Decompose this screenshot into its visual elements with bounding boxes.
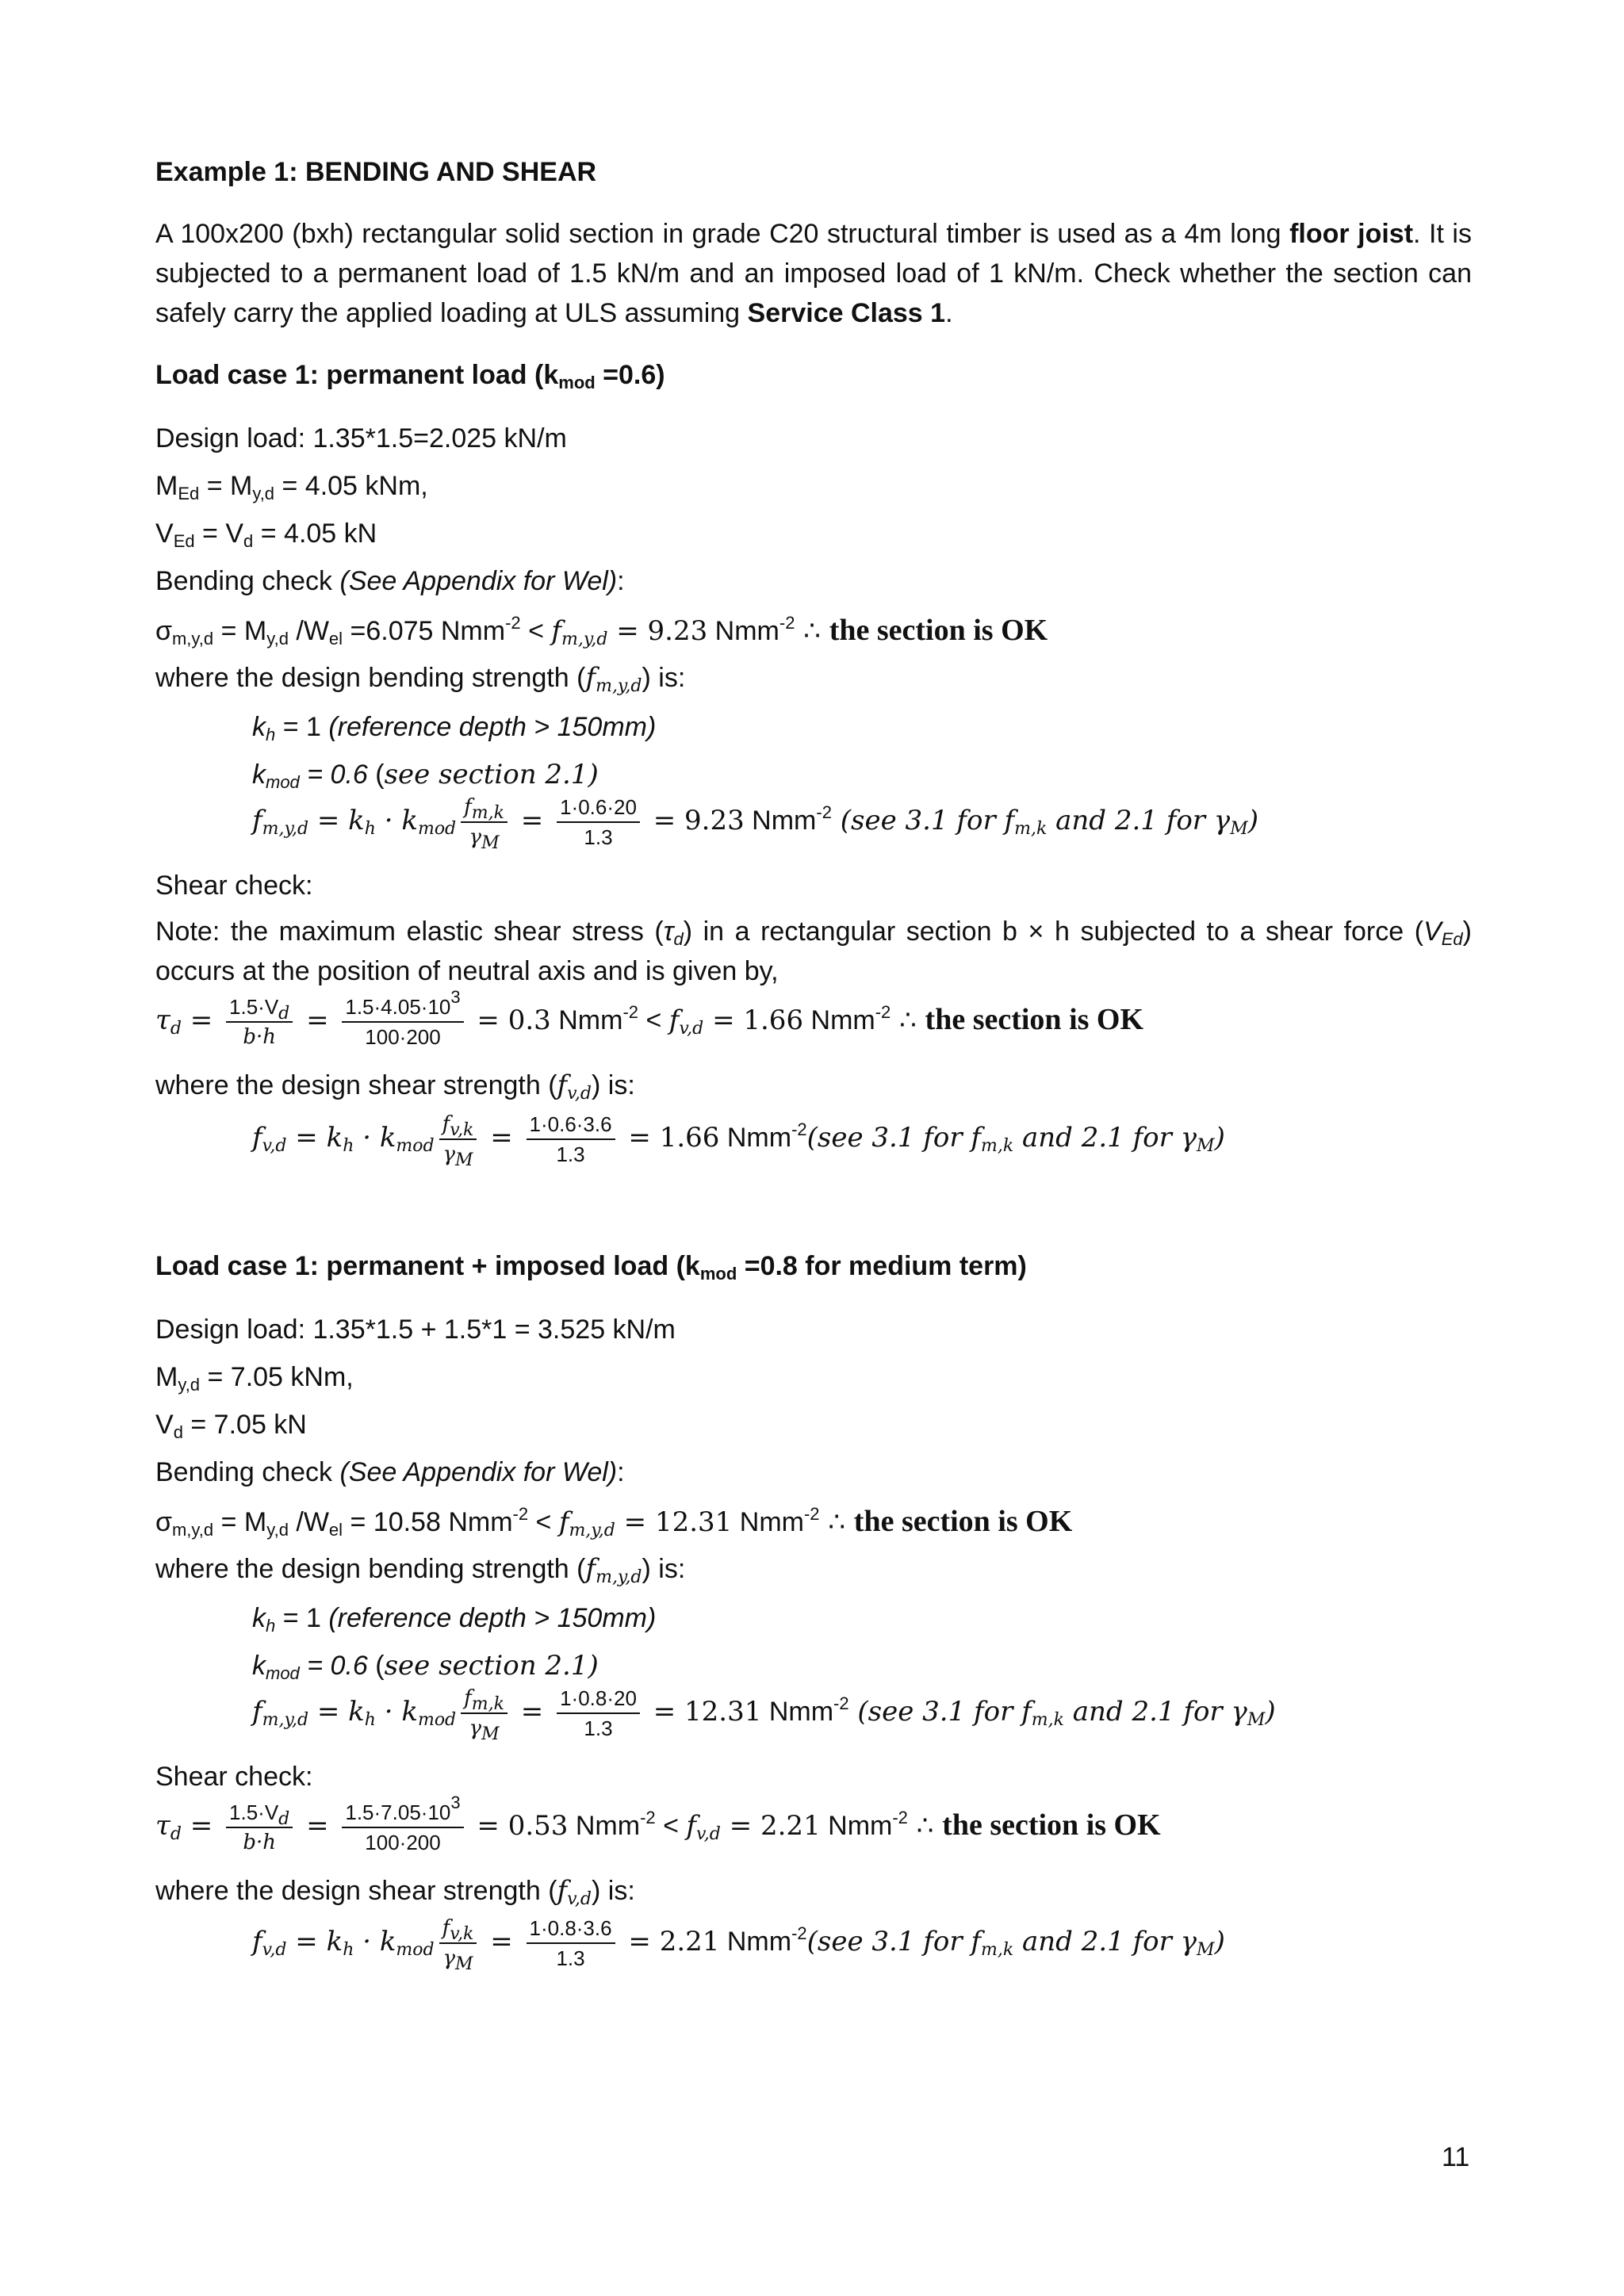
lc2-shear-ok: the section is OK	[942, 1808, 1161, 1842]
load-case-2-heading: Load case 1: permanent + imposed load ($k_{mod} =0.8$ for medium term)	[155, 1251, 1027, 1284]
lc1-kmod-line: $k_{mod} = 0.6$ (see section 2.1)	[252, 759, 599, 792]
fraction: $\frac{1.5\cdot 7.05\cdot 10^3}{100\cdot 200}$	[342, 1800, 463, 1855]
lc1-where-shear-strength: where the design shear strength $(f_{v,d})$ is:	[155, 1070, 635, 1104]
lc2-design-load: Design load: 1.35*1.5 + 1.5*1 = 3.525 kN/m	[155, 1314, 676, 1345]
lc1-bending-stress-equation: $\sigma_{m,y,d} = M_{y,d}$ $/W_{el} =6.075$ $Nmm^{-2} < f_{m,y,d} = 9.23$ Nmm$^{-2}$ ∴ the section is OK	[155, 613, 1048, 649]
lc2-fvd-equation: $f_{v,d} = k_h \cdot k_{mod}$ $\frac{f_{v,k}}{\gamma_M}$ = $\frac{1\cdot 0.8\cdot 3.6}{1.3}$ = 2.21 Nmm$^{-2}$(see 3.1 for $f_{m,k}$ and 2.1 for $\gamma_M$)	[252, 1916, 1225, 1974]
service-class-emphasis: Service Class 1	[747, 298, 946, 328]
intro-paragraph: A 100x200 (bxh) rectangular solid section in grade C20 structural timber is used as a 4m long floor joist. It is subjected to a permanent load of 1.5 kN/m and an imposed load of 1 kN/m. Check whether the section can safely carry the applied loading at ULS assuming Service Class 1.	[155, 219, 1472, 328]
fraction: $\frac{1.5\cdot V_d}{b\cdot h}$	[226, 1800, 293, 1855]
fraction: $\frac{f_{m,k}}{\gamma_M}$	[461, 794, 508, 850]
lc1-shear-note: Note: the maximum elastic shear stress $(\tau_d)$ in a rectangular section b × h subjected to a shear force $(V_{Ed})$ occurs at the position of neutral axis and is given by,	[155, 916, 1472, 986]
fraction: $\frac{1.5\cdot V_d}{b\cdot h}$	[226, 994, 293, 1050]
lc2-moment: $M_{y,d} = 7.05$ kNm,	[155, 1362, 354, 1395]
lc2-bending-stress-equation: $\sigma_{m,y,d} = M_{y,d}$ $/W_{el} = 10.58$ $Nmm^{-2} < f_{m,y,d} = 12.31$ Nmm$^{-2}$ ∴ the section is OK	[155, 1504, 1073, 1540]
lc1-bending-check-label: Bending check (See Appendix for Wel):	[155, 566, 625, 596]
page-number: 11	[1442, 2142, 1470, 2172]
lc1-design-load: Design load: 1.35*1.5=2.025 kN/m	[155, 423, 567, 453]
fraction: $\frac{f_{v,k}}{\gamma_M}$	[439, 1915, 477, 1971]
fraction: $\frac{1\cdot 0.8\cdot 20}{1.3}$	[557, 1686, 640, 1741]
floor-joist-emphasis: floor joist	[1289, 219, 1414, 249]
fraction: $\frac{f_{v,k}}{\gamma_M}$	[439, 1112, 477, 1167]
lc2-bending-check-label: Bending check (See Appendix for Wel):	[155, 1457, 625, 1487]
fraction: $\frac{1\cdot 0.8\cdot 3.6}{1.3}$	[527, 1915, 615, 1971]
lc2-shear-stress-equation: $\tau_d$ = $\frac{1.5\cdot V_d}{b\cdot h}$ = $\frac{1.5\cdot 7.05\cdot 10^3}{100\cdot 200}$ = 0.53 $Nmm^{-2} < f_{v,d} = 2.21$ Nmm$^{-2}$ ∴ the section is OK	[155, 1793, 1161, 1854]
lc1-bending-ok: the section is OK	[829, 614, 1048, 647]
lc1-fmyd-equation: $f_{m,y,d} = k_h \cdot k_{mod}$ $\frac{f_{m,k}}{\gamma_M}$ = $\frac{1\cdot 0.6\cdot 20}{1.3}$ = 9.23 Nmm$^{-2}$ (see 3.1 for $f_{m,k}$ and 2.1 for $\gamma_M$)	[252, 795, 1258, 853]
lc1-shear-check-label: Shear check:	[155, 871, 313, 901]
lc2-where-shear-strength: where the design shear strength $(f_{v,d})$ is:	[155, 1875, 635, 1909]
lc2-bending-ok: the section is OK	[853, 1505, 1073, 1538]
lc1-where-bending-strength: where the design bending strength $(f_{m,y,d})$ is:	[155, 662, 686, 696]
fraction: $\frac{1.5\cdot 4.05\cdot 10^3}{100\cdot 200}$	[342, 994, 463, 1050]
lc1-fvd-equation: $f_{v,d} = k_h \cdot k_{mod}$ $\frac{f_{v,k}}{\gamma_M}$ = $\frac{1\cdot 0.6\cdot 3.6}{1.3}$ = 1.66 Nmm$^{-2}$(see 3.1 for $f_{m,k}$ and 2.1 for $\gamma_M$)	[252, 1112, 1225, 1170]
lc1-shear-stress-equation: $\tau_d$ = $\frac{1.5\cdot V_d}{b\cdot h}$ = $\frac{1.5\cdot 4.05\cdot 10^3}{100\cdot 200}$ = 0.3 $Nmm^{-2} < f_{v,d} = 1.66$ Nmm$^{-2}$ ∴ the section is OK	[155, 987, 1144, 1049]
lc1-shear-force: $V_{Ed} = V_d = 4.05$ kN	[155, 519, 377, 551]
lc2-where-bending-strength: where the design bending strength $(f_{m,y,d})$ is:	[155, 1553, 686, 1587]
lc2-kh-line: $k_h = 1$ (reference depth > 150mm)	[252, 1603, 657, 1636]
lc1-moment: $M_{Ed} = M_{y,d} = 4.05$ kNm,	[155, 471, 428, 503]
lc2-shear-check-label: Shear check:	[155, 1762, 313, 1792]
fraction: $\frac{1\cdot 0.6\cdot 20}{1.3}$	[557, 794, 640, 850]
lc1-kh-line: $k_h = 1$ (reference depth > 150mm)	[252, 712, 657, 744]
load-case-1-heading: Load case 1: permanent load $(k_{mod} =0.6)$	[155, 360, 665, 392]
lc2-kmod-line: $k_{mod} = 0.6$ (see section 2.1)	[252, 1650, 599, 1683]
lc2-shear-force: $V_d = 7.05$ kN	[155, 1410, 307, 1442]
example-title: Example 1: BENDING AND SHEAR	[155, 157, 597, 187]
lc2-fmyd-equation: $f_{m,y,d} = k_h \cdot k_{mod}$ $\frac{f_{m,k}}{\gamma_M}$ = $\frac{1\cdot 0.8\cdot 20}{1.3}$ = 12.31 Nmm$^{-2}$ (see 3.1 for $f_{m,k}$ and 2.1 for $\gamma_M$)	[252, 1686, 1276, 1744]
lc1-shear-ok: the section is OK	[925, 1002, 1144, 1036]
fraction: $\frac{f_{m,k}}{\gamma_M}$	[461, 1686, 508, 1741]
fraction: $\frac{1\cdot 0.6\cdot 3.6}{1.3}$	[527, 1112, 615, 1167]
